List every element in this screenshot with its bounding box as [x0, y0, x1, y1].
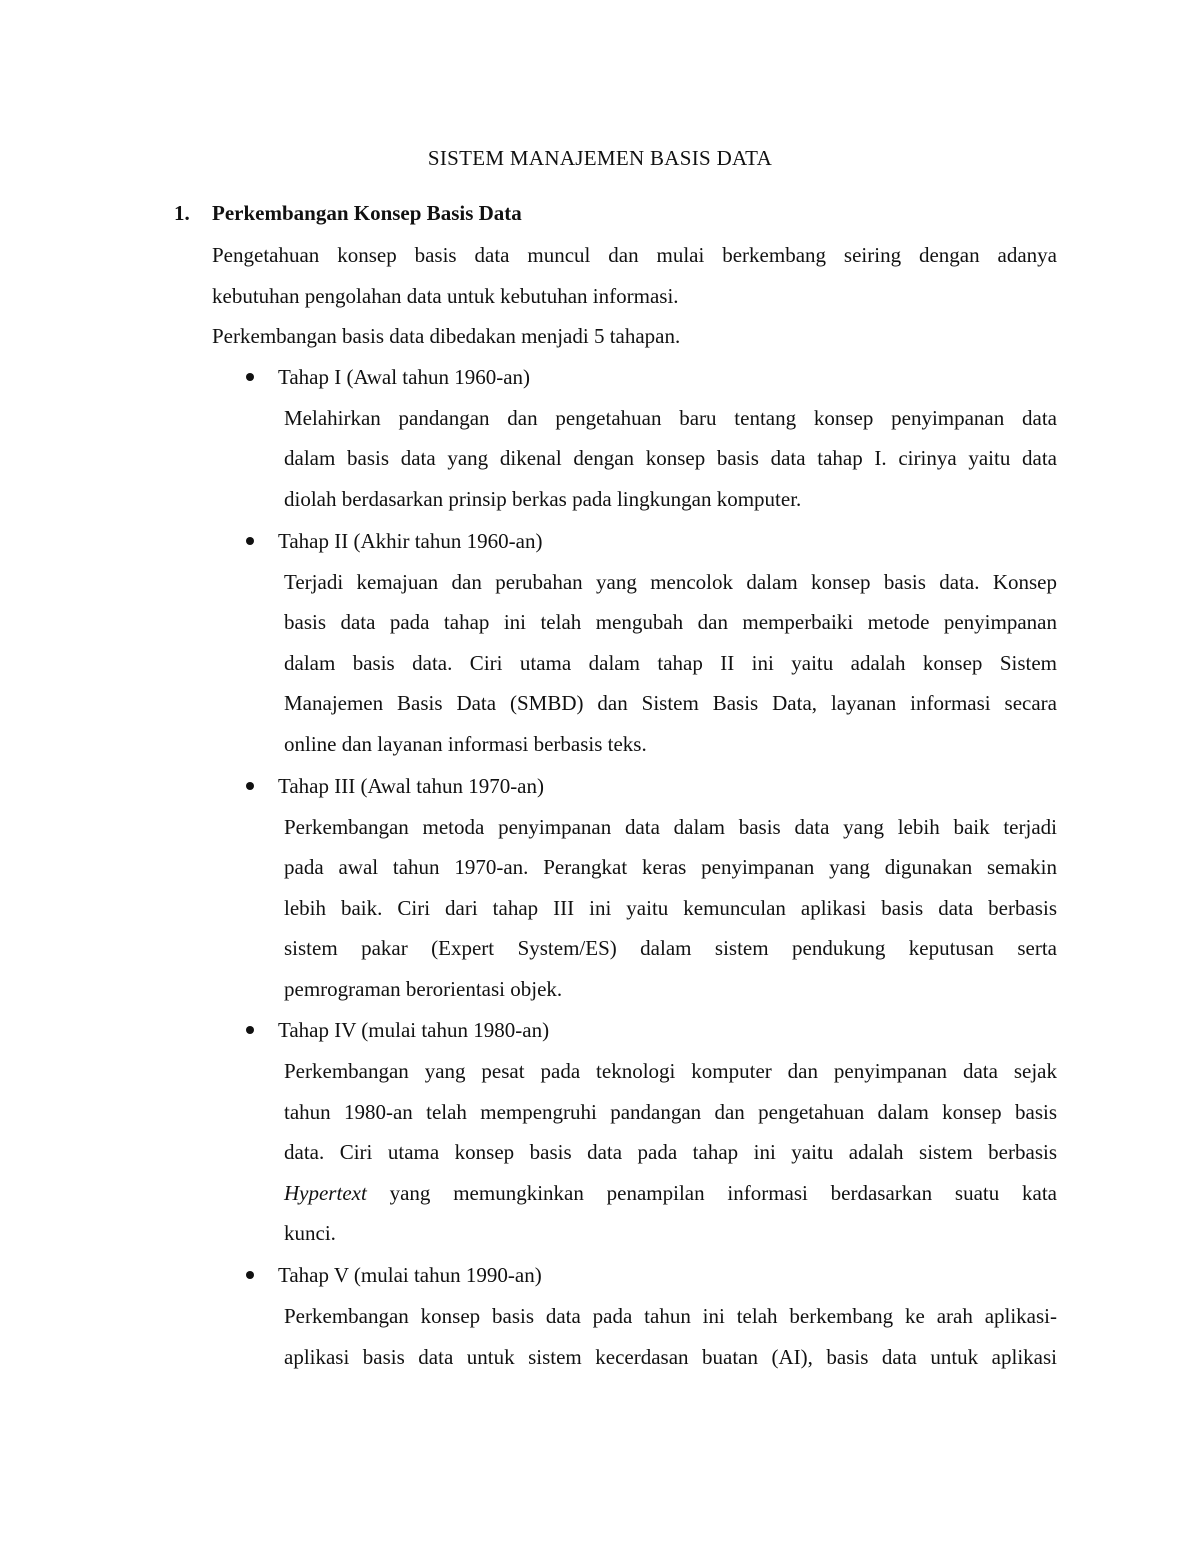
stage-text-line: Terjadi kemajuan dan perubahan yang mencolok dalam konsep basis data. Konsep: [284, 570, 1057, 594]
stage-text-line: [284, 1178, 1057, 1208]
page-title: SISTEM MANAJEMEN BASIS DATA: [427, 146, 773, 170]
stage-text-line: Melahirkan pandangan dan pengetahuan baru tentang konsep penyimpanan data: [284, 406, 1057, 430]
stage-label: Tahap II (Akhir tahun 1960-an): [278, 529, 543, 553]
stage-text-line: lebih baik. Ciri dari tahap III ini yaitu kemunculan aplikasi basis data berbasis: [284, 896, 1057, 920]
stage-text-line: basis data pada tahap ini telah mengubah dan memperbaiki metode penyimpanan: [284, 610, 1057, 634]
bullet-icon: [246, 1026, 254, 1034]
italic-term: Hypertext: [284, 1181, 367, 1205]
stage-text-line: dalam basis data. Ciri utama dalam tahap II ini yaitu adalah konsep Sistem: [284, 651, 1057, 675]
intro-line: kebutuhan pengolahan data untuk kebutuhan informasi.: [212, 284, 679, 308]
intro-line: Pengetahuan konsep basis data muncul dan mulai berkembang seiring dengan adanya: [212, 243, 1057, 267]
bullet-icon: [246, 537, 254, 545]
section-heading-text: Perkembangan Konsep Basis Data: [212, 201, 522, 225]
section-number: 1.: [174, 201, 190, 225]
bullet-icon: [246, 782, 254, 790]
stage-text-line: Perkembangan metoda penyimpanan data dalam basis data yang lebih baik terjadi: [284, 815, 1057, 839]
stage-text-line: tahun 1980-an telah mempengruhi pandangan dan pengetahuan dalam konsep basis: [284, 1100, 1057, 1124]
list-item-bullet: [246, 362, 530, 392]
stage-text-line: sistem pakar (Expert System/ES) dalam sistem pendukung keputusan serta: [284, 936, 1057, 960]
stage-text-line: dalam basis data yang dikenal dengan konsep basis data tahap I. cirinya yaitu data: [284, 446, 1057, 470]
stage-text-line: pada awal tahun 1970-an. Perangkat keras penyimpanan yang digunakan semakin: [284, 855, 1057, 879]
list-item-bullet: [246, 771, 544, 801]
list-item-bullet: [246, 1015, 549, 1045]
bullet-icon: [246, 373, 254, 381]
stage-label: Tahap V (mulai tahun 1990-an): [278, 1263, 542, 1287]
stage-text-line: Manajemen Basis Data (SMBD) dan Sistem Basis Data, layanan informasi secara: [284, 691, 1057, 715]
stage-text-line: Perkembangan yang pesat pada teknologi komputer dan penyimpanan data sejak: [284, 1059, 1057, 1083]
stage-text-line: kunci.: [284, 1221, 336, 1245]
stage-label: Tahap III (Awal tahun 1970-an): [278, 774, 544, 798]
stage-text-rest: yang memungkinkan penampilan informasi berdasarkan suatu kata: [389, 1181, 1057, 1205]
stage-label: Tahap I (Awal tahun 1960-an): [278, 365, 531, 389]
list-item-bullet: [246, 1260, 542, 1290]
stage-text-line: diolah berdasarkan prinsip berkas pada lingkungan komputer.: [284, 487, 802, 511]
stage-text-line: pemrograman berorientasi objek.: [284, 977, 563, 1001]
stage-text-line: aplikasi basis data untuk sistem kecerdasan buatan (AI), basis data untuk aplikasi: [284, 1345, 1057, 1369]
section-heading: [174, 198, 522, 228]
stage-text-line: data. Ciri utama konsep basis data pada tahap ini yaitu adalah sistem berbasis: [284, 1140, 1057, 1164]
stage-text-line: online dan layanan informasi berbasis teks.: [284, 732, 647, 756]
intro-line: Perkembangan basis data dibedakan menjadi 5 tahapan.: [212, 324, 681, 348]
bullet-icon: [246, 1271, 254, 1279]
list-item-bullet: [246, 526, 542, 556]
stage-text-line: Perkembangan konsep basis data pada tahun ini telah berkembang ke arah aplikasi-: [284, 1304, 1057, 1328]
stage-label: Tahap IV (mulai tahun 1980-an): [278, 1018, 550, 1042]
